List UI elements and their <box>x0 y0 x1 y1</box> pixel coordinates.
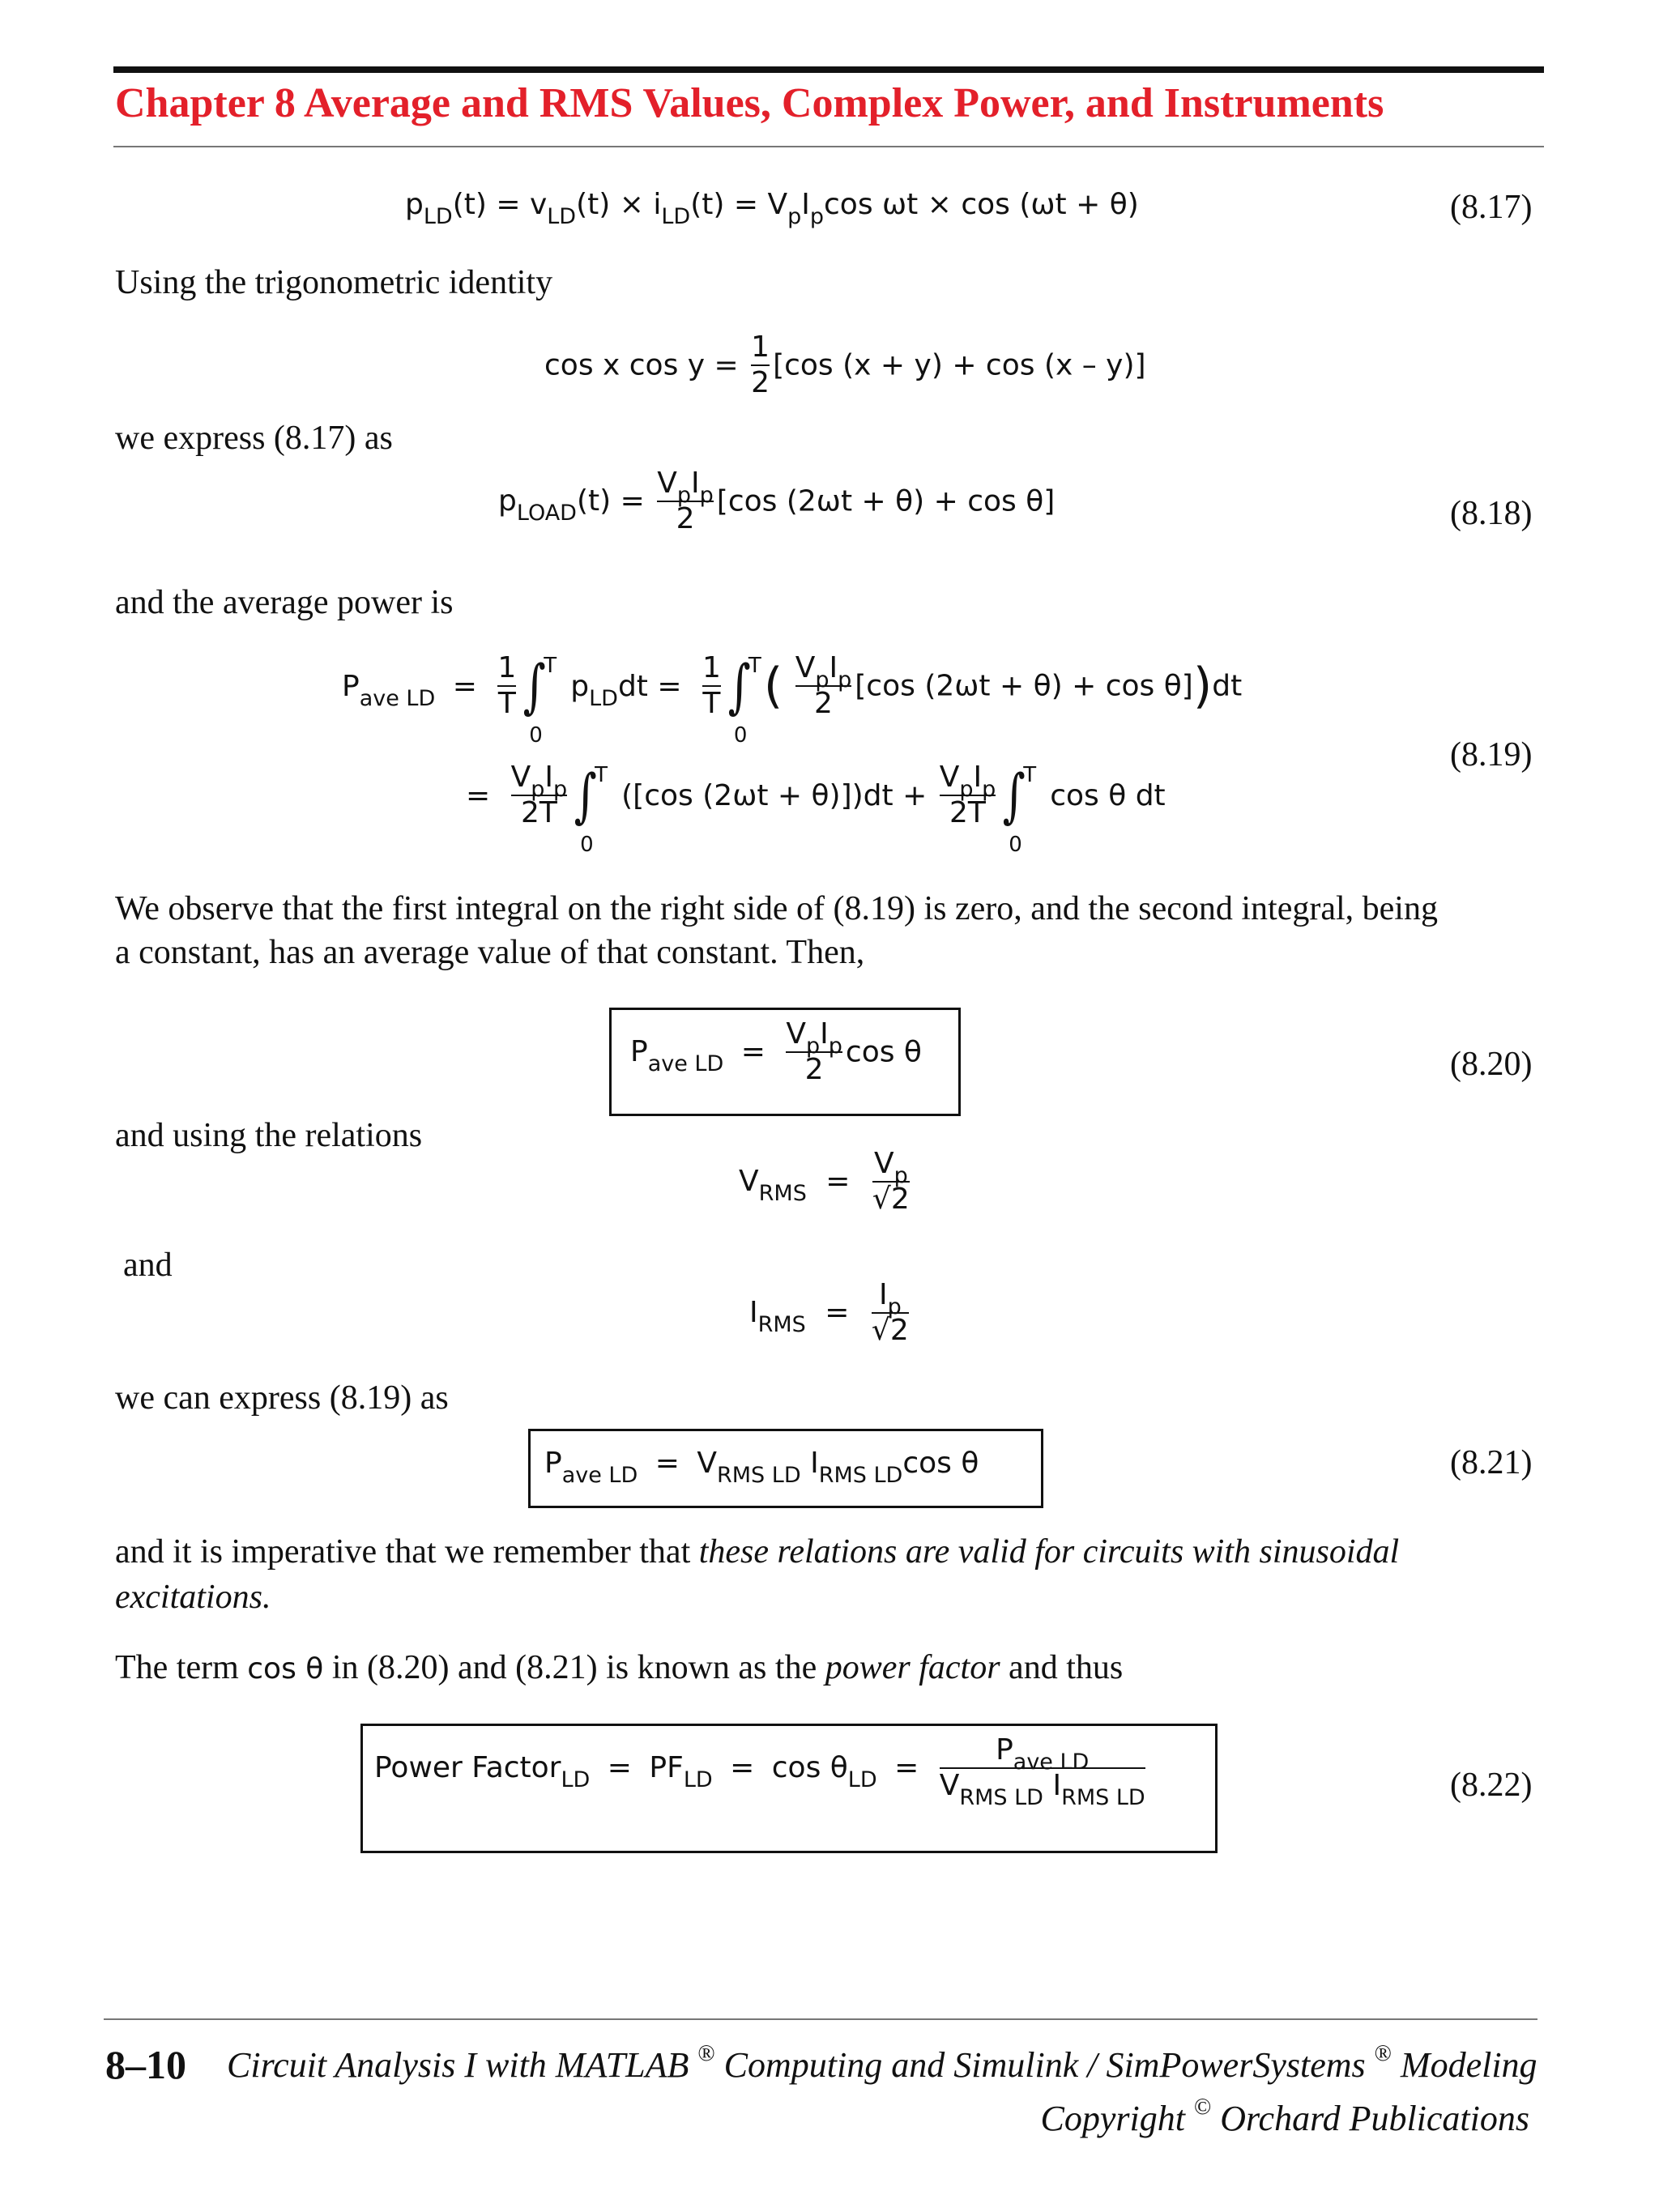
paragraph-we-can-express: we can express (8.19) as <box>115 1379 449 1417</box>
chapter-rule <box>113 146 1544 147</box>
paragraph-observe-line2: a constant, has an average value of that constant. Then, <box>115 934 865 971</box>
book-title: Circuit Analysis I with MATLAB ® Computing and Simulink / SimPowerSystems ® Modeling <box>227 2041 1537 2085</box>
equation-irms: $I_{RMS}$ = $\frac{I_p}{√2}$ <box>749 1278 909 1347</box>
equation-8-18: $p_{LOAD}(t)$ = $\frac{V_pI_p}{2}$ [cos (2ωt + θ) + cos θ] <box>498 467 1056 535</box>
copyright-line: Copyright © Orchard Publications <box>1040 2095 1529 2138</box>
top-rule <box>113 66 1544 73</box>
equation-number-8-18: (8.18) <box>1450 495 1533 532</box>
equation-number-8-20: (8.20) <box>1450 1046 1533 1083</box>
trig-identity: cos x cos y = $\frac{1}{2}$ [cos (x + y) + cos (x – y)] <box>544 330 1146 399</box>
equation-vrms: $V_{RMS}$ = $\frac{V_p}{√2}$ <box>739 1147 910 1216</box>
equation-number-8-21: (8.21) <box>1450 1444 1533 1481</box>
equation-8-17: $p_{LD}(t) = v_{LD}(t) \times i_{LD}(t) = V_pI_p\cos$ ωt × cos (ωt + θ) <box>405 188 1139 229</box>
paragraph-using-identity: Using the trigonometric identity <box>115 264 553 301</box>
equation-number-8-19: (8.19) <box>1450 736 1533 774</box>
paragraph-power-factor: The term cos θ in (8.20) and (8.21) is known as the power factor and thus <box>115 1649 1124 1686</box>
paragraph-and: and <box>123 1247 173 1284</box>
page-number: 8–10 <box>105 2042 186 2087</box>
equation-number-8-22: (8.22) <box>1450 1767 1533 1804</box>
equation-8-19-line1: $P_{ave LD}$ = $\frac{1}{T}$ ∫ T 0 $p_{LD}dt$ = $\frac{1}{T}$ ∫ T 0 ( $\frac{V_pI_p}{2}$ [cos (2ωt + θ) + cos θ])dt <box>342 651 1243 748</box>
footer-rule <box>104 2018 1537 2020</box>
equation-8-21: $P_{ave LD} = V_{RMS LD}$ $I_{RMS LD}\cos$ θ <box>544 1447 979 1488</box>
paragraph-using-relations: and using the relations <box>115 1117 423 1154</box>
paragraph-we-express: we express (8.17) as <box>115 420 393 457</box>
equation-number-8-17: (8.17) <box>1450 189 1533 226</box>
equation-8-22: Power Factor$_{LD}$ = $PF_{LD} = \cos \theta_{LD}$ = $\frac{P_{ave LD}}{V_{RMS LD} I_{RMS LD}}$ <box>374 1733 1145 1810</box>
equation-8-19-line2: = $\frac{V_pI_p}{2T}$ ∫ T 0 ([cos (2ωt + θ)])dt + $\frac{V_pI_p}{2T}$ ∫ T 0 cos θ dt <box>466 761 1166 857</box>
equation-8-20: $P_{ave LD}$ = $\frac{V_pI_p}{2}$ cos θ <box>630 1017 922 1086</box>
chapter-title: Chapter 8 Average and RMS Values, Complex Power, and Instruments <box>115 80 1384 126</box>
paragraph-average-power: and the average power is <box>115 584 454 621</box>
paragraph-imperative-line1: and it is imperative that we remember that these relations are valid for circuits with sinusoidal <box>115 1533 1400 1571</box>
paragraph-imperative-line2: excitations. <box>115 1579 271 1616</box>
paragraph-observe-line1: We observe that the first integral on the right side of (8.19) is zero, and the second integral, being <box>115 890 1438 927</box>
